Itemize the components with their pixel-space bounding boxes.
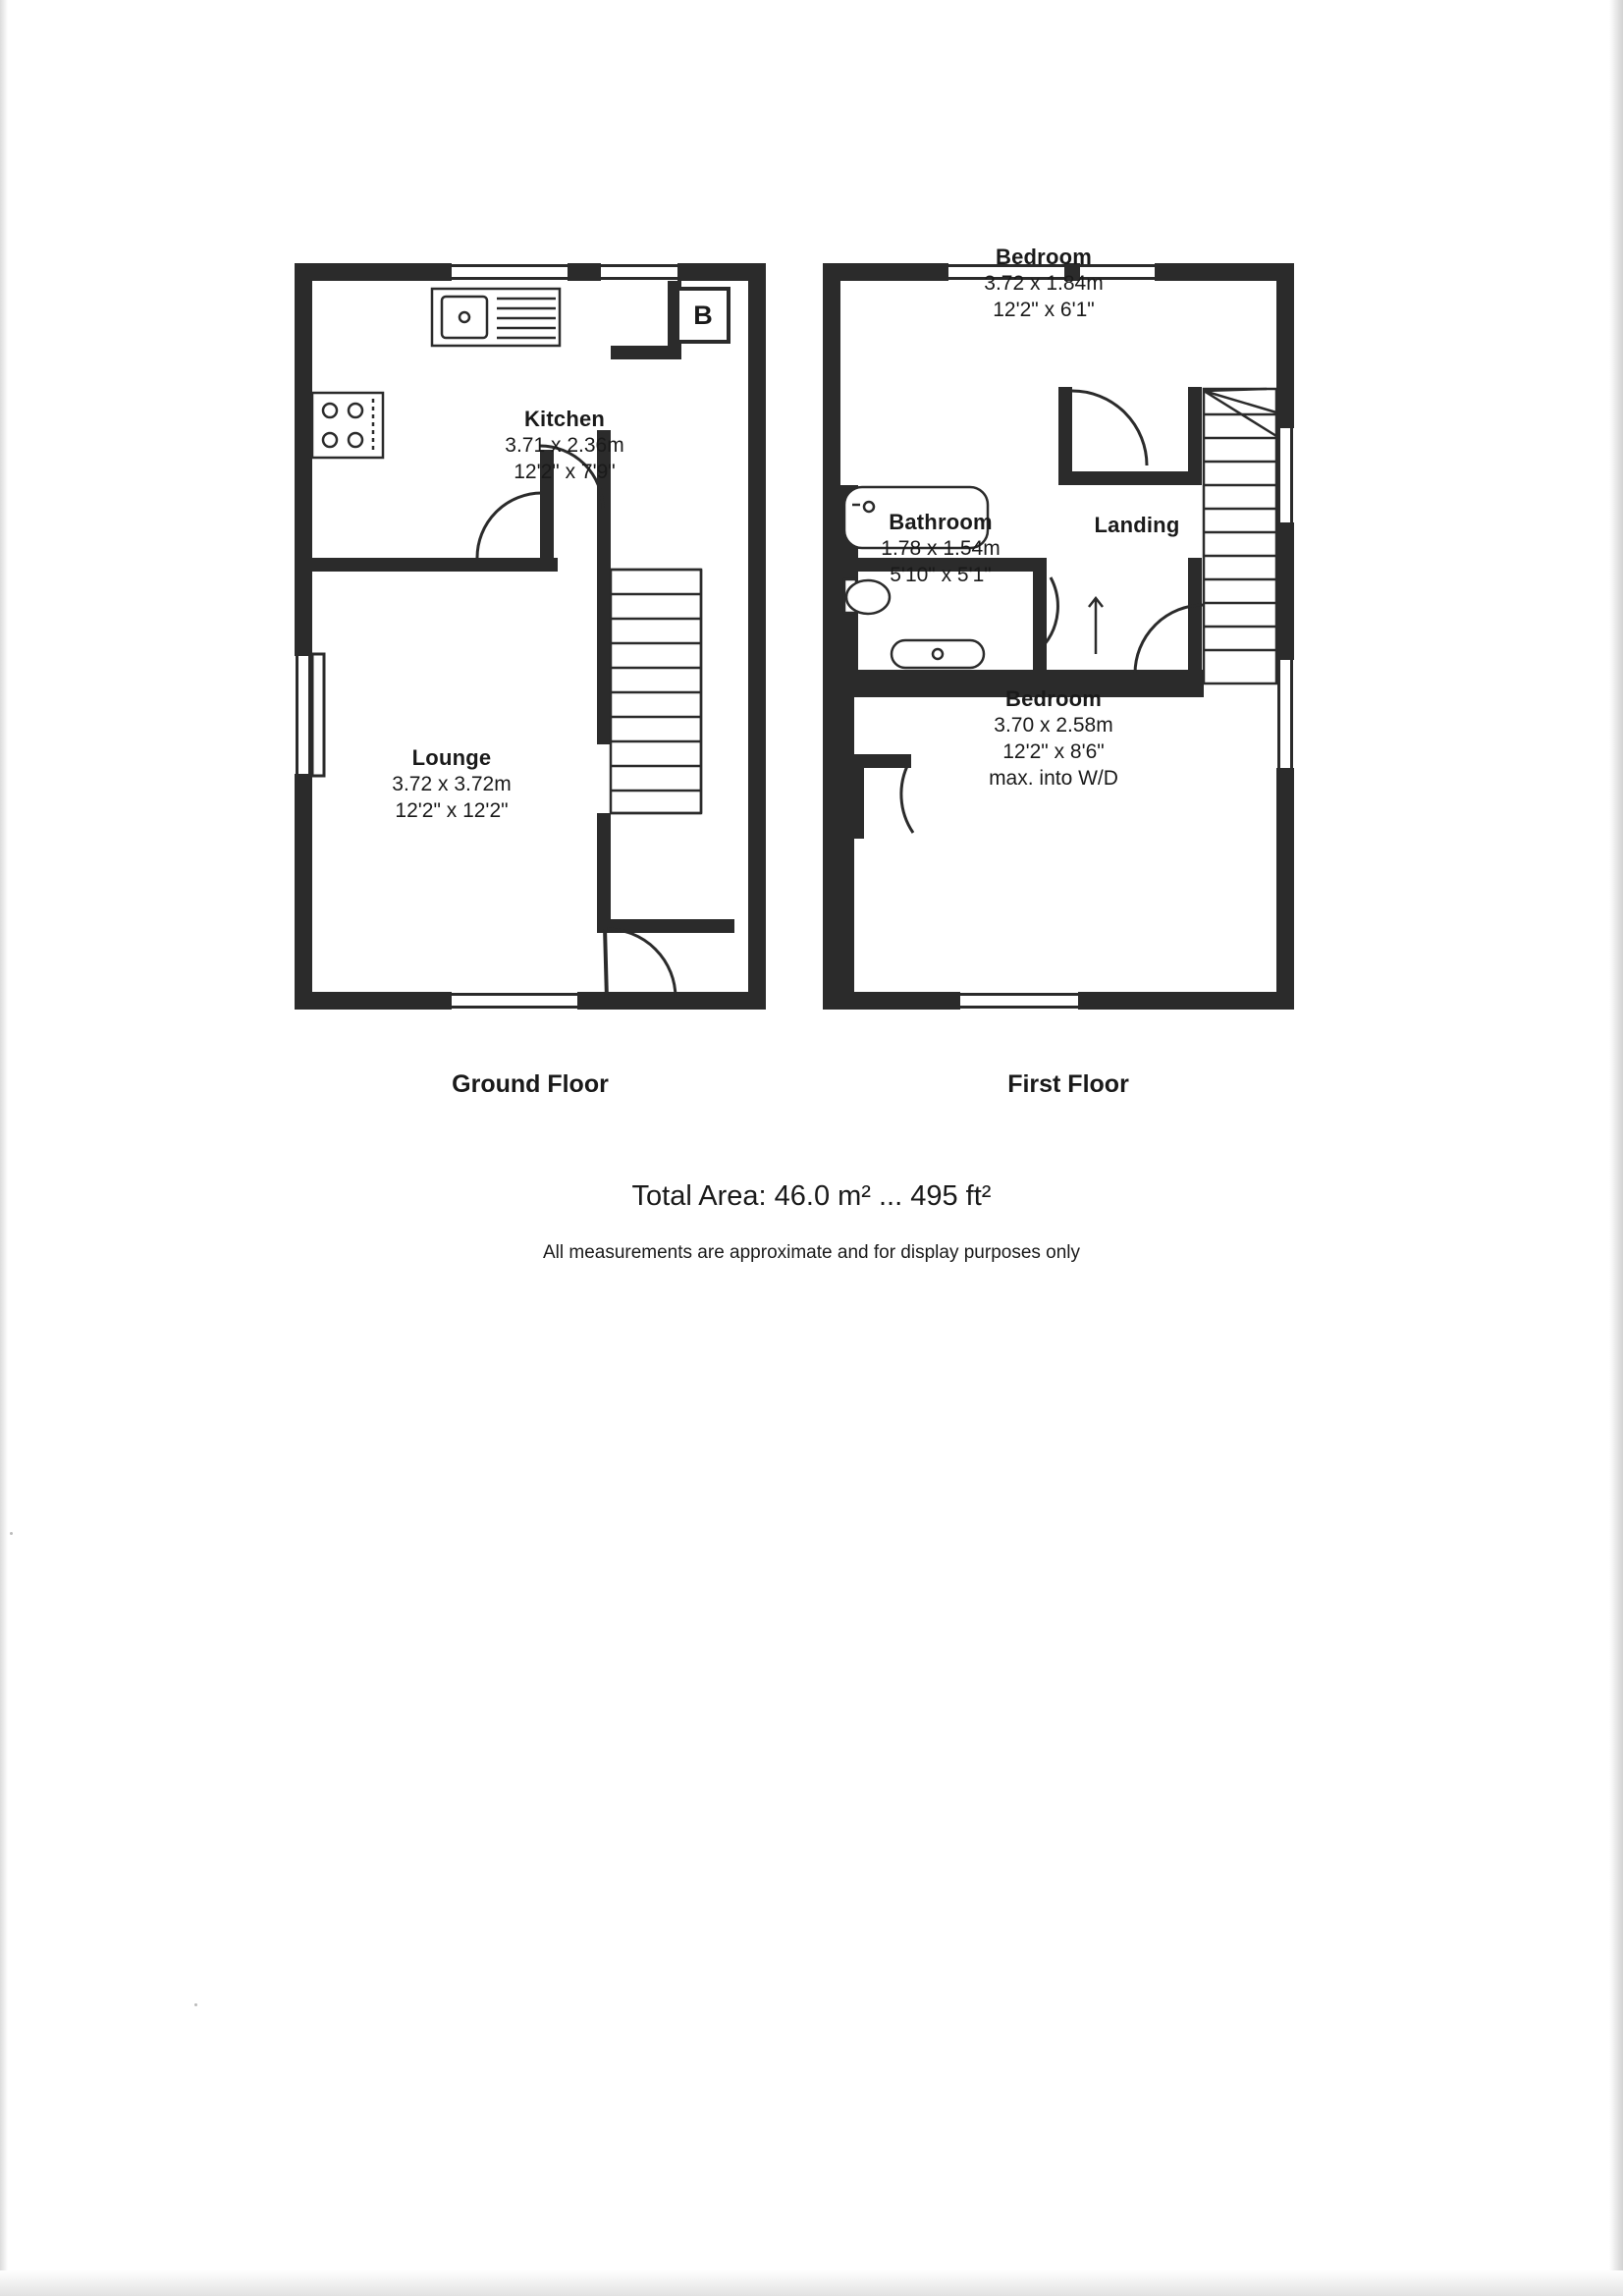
window-icon [960,992,1078,1010]
scan-speck [10,1532,13,1535]
room-label-lounge [339,744,565,825]
first-floor-caption: First Floor [1007,1070,1129,1098]
badge-b: B [676,287,730,344]
room-dim-imperial: 12'2" x 7'9" [514,461,616,484]
scan-speck [194,2003,197,2006]
room-dim-metric: 3.72 x 3.72m [392,773,512,796]
room-dim-metric: 3.71 x 2.36m [505,434,624,458]
total-area-text: Total Area: 46.0 m² ... 495 ft² [631,1180,992,1212]
room-label-bedroom-2 [931,685,1176,793]
page-edge-right [1609,0,1623,2296]
room-dim-imperial: 5'10" x 5'1" [890,564,992,587]
room-label-bedroom-1 [921,244,1166,324]
page-edge-left [0,0,8,2296]
first-floor-plan [823,245,1314,1010]
page-edge-bottom [0,2270,1623,2296]
room-dim-imperial: 12'2" x 12'2" [395,799,509,823]
room-dim-imperial: 12'2" x 8'6" [1002,740,1105,764]
ground-floor-plan [295,263,785,1010]
room-name: Bedroom [1005,686,1102,711]
window-icon [601,263,677,281]
ground-floor-caption: Ground Floor [452,1070,609,1098]
first-floor-drawing [823,263,1314,1010]
room-dim-metric: 1.78 x 1.54m [881,537,1001,561]
window-icon [1276,660,1294,768]
window-icon [452,263,568,281]
stairs-icon [611,570,701,813]
room-label-kitchen [452,406,677,486]
hob-icon [312,393,383,458]
room-dim-metric: 3.72 x 1.84m [984,272,1104,296]
room-name: Bathroom [889,510,993,534]
disclaimer-text: All measurements are approximate and for display purposes only [542,1242,1081,1263]
room-label-landing: Landing [1094,513,1180,537]
stairs-direction-icon [1089,598,1103,654]
ground-floor-drawing [295,263,785,1010]
room-dim-imperial: 12'2" x 6'1" [993,299,1095,322]
room-name: Lounge [411,745,492,770]
room-note: max. into W/D [989,766,1118,790]
room-dim-metric: 3.70 x 2.58m [994,714,1113,738]
window-icon [1276,428,1294,522]
door-swing-icon [1072,391,1147,465]
window-icon [295,654,324,776]
door-swing-icon [477,493,542,558]
window-icon [452,992,577,1010]
room-name: Bedroom [996,245,1092,269]
room-name: Kitchen [523,407,606,431]
door-swing-icon [901,762,913,833]
washbasin-icon [892,640,984,668]
room-label-bathroom [818,509,1063,589]
sink-icon [432,289,560,346]
door-swing-icon [607,929,676,998]
